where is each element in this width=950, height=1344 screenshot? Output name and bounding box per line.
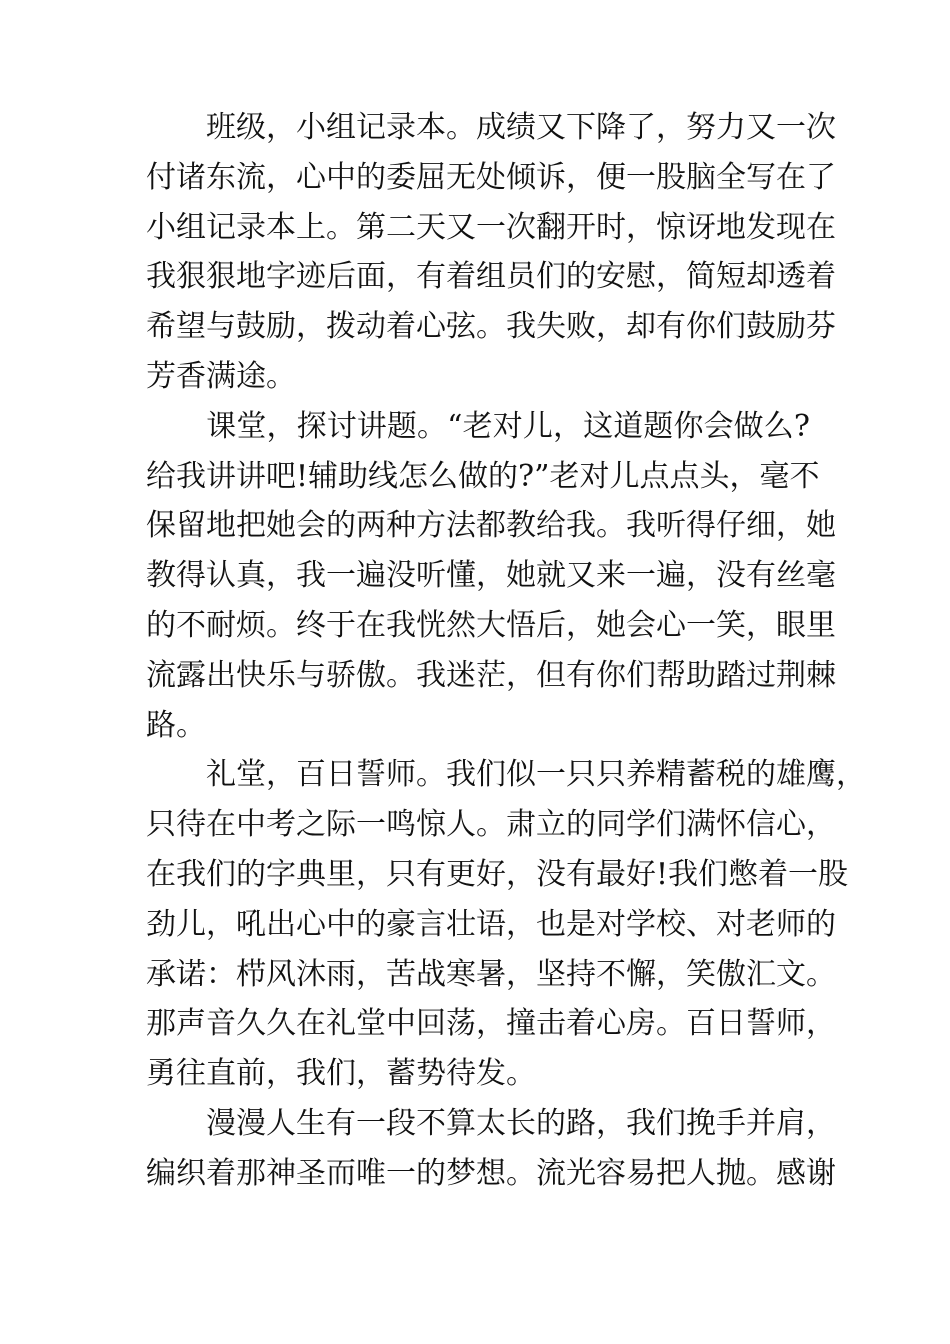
text-line: 希望与鼓励，拨动着心弦。我失败，却有你们鼓励芬 bbox=[146, 309, 836, 345]
text-line: 路。 bbox=[146, 707, 206, 743]
text-line: 保留地把她会的两种方法都教给我。我听得仔细，她 bbox=[146, 508, 836, 544]
text-line: 只待在中考之际一鸣惊人。肃立的同学们满怀信心， bbox=[146, 807, 836, 843]
text-line: 礼堂，百日誓师。我们似一只只养精蓄税的雄鹰， bbox=[146, 757, 866, 793]
text-line: 给我讲讲吧!辅助线怎么做的?”老对儿点点头，毫不 bbox=[146, 458, 820, 494]
paragraph-classroom-notebook bbox=[146, 103, 836, 402]
text-line: 劲儿，吼出心中的豪言壮语，也是对学校、对老师的 bbox=[146, 906, 836, 942]
text-line: 我狠狠地字迹后面，有着组员们的安慰，简短却透着 bbox=[146, 259, 836, 295]
text-line: 小组记录本上。第二天又一次翻开时，惊讶地发现在 bbox=[146, 209, 836, 245]
text-line: 编织着那神圣而唯一的梦想。流光容易把人抛。感谢 bbox=[146, 1155, 836, 1191]
text-line: 漫漫人生有一段不算太长的路，我们挽手并肩， bbox=[146, 1105, 836, 1141]
text-line: 付诸东流，心中的委屈无处倾诉，便一股脑全写在了 bbox=[146, 159, 836, 195]
text-line: 勇往直前，我们，蓄势待发。 bbox=[146, 1056, 536, 1092]
text-line: 课堂，探讨讲题。“老对儿，这道题你会做么? bbox=[146, 408, 810, 444]
text-line: 芳香满途。 bbox=[146, 358, 296, 394]
text-line: 那声音久久在礼堂中回荡，撞击着心房。百日誓师， bbox=[146, 1006, 836, 1042]
text-line: 承诺：栉风沐雨，苦战寒暑，坚持不懈，笑傲汇文。 bbox=[146, 956, 836, 992]
text-line: 教得认真，我一遍没听懂，她就又来一遍，没有丝毫 bbox=[146, 558, 836, 594]
paragraph-conclusion bbox=[146, 1099, 836, 1199]
document-body bbox=[146, 103, 866, 1199]
text-line: 班级，小组记录本。成绩又下降了，努力又一次 bbox=[146, 110, 836, 145]
text-line: 的不耐烦。终于在我恍然大悟后，她会心一笑，眼里 bbox=[146, 607, 836, 643]
paragraph-oath-ceremony bbox=[146, 750, 866, 1099]
text-line: 流露出快乐与骄傲。我迷茫，但有你们帮助踏过荆棘 bbox=[146, 657, 836, 693]
paragraph-discussion bbox=[146, 402, 836, 751]
text-line: 在我们的字典里，只有更好，没有最好!我们憋着一股 bbox=[146, 856, 849, 892]
